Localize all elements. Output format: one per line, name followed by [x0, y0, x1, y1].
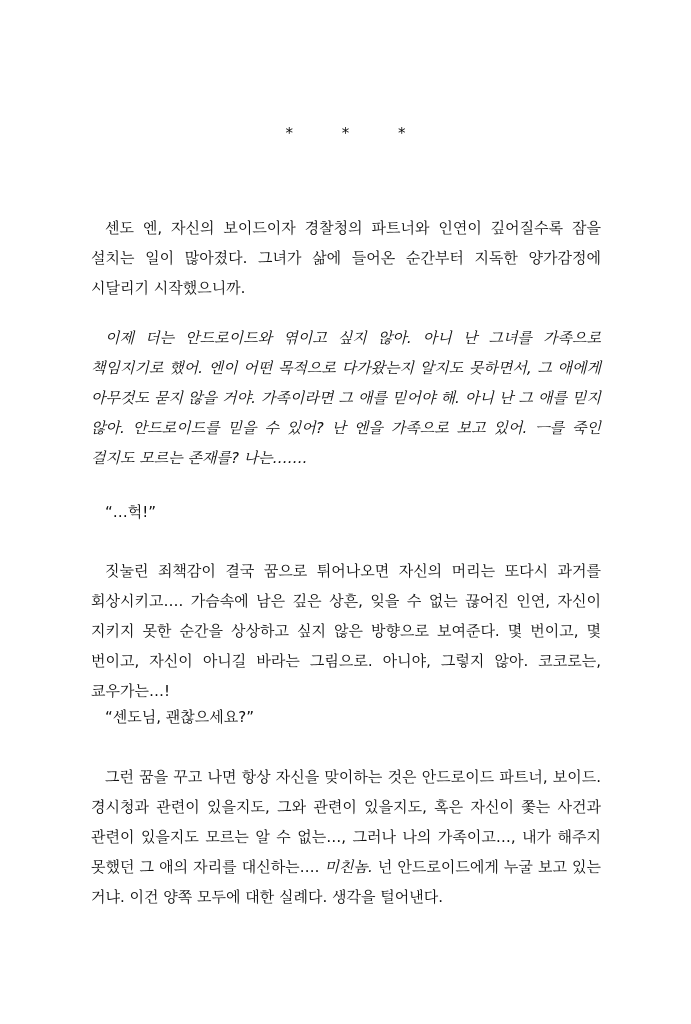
paragraph-6-italic-phrase: 미친놈. [324, 858, 373, 876]
paragraph-1: 센도 엔, 자신의 보이드이자 경찰청의 파트너와 인연이 깊어질수록 잠을 설치는 일이 많아졌다. 그녀가 삶에 들어온 순간부터 지독한 양가감정에 시달리기 시작했으니까. [91, 219, 601, 297]
paragraph-2-inner-monologue: 이제 더는 안드로이드와 엮이고 싶지 않아. 아니 난 그녀를 가족으로 책임지기로 했어. 엔이 어떤 목적으로 다가왔는지 알지도 못하면서, 그 애에게 아무것도 묻지 않을 거야. 가족이라면 그 애를 믿어야 해. 아니 난 그 애를 믿지 않아. 안드로이드를 믿을 수 있어? 난 엔을 가족으로 보고 있어. ㅡ를 죽인 걸지도 모르는 존재를? 나는……. [91, 329, 601, 467]
paragraph-6-part-1: 그런 꿈을 꾸고 나면 항상 자신을 맞이하는 것은 안드로이드 파트너, 보이드. 경시청과 관련이 있을지도, 그와 관련이 있을지도, 혹은 자신이 쫓는 사건과 관련이 있을지도 모르는 알 수 없는…, 그러나 나의 가족이고…, 내가 해주지 못했던 그 애의 자리를 대신하는…. [91, 768, 601, 876]
section-divider: * * * [285, 124, 428, 142]
paragraph-3-dialogue: “…헉!” [105, 503, 157, 521]
paragraph-6 [91, 762, 601, 912]
paragraph-5-dialogue: “센도님, 괜찮으세요?” [105, 708, 254, 726]
paragraph-4: 짓눌린 죄책감이 결국 꿈으로 튀어나오면 자신의 머리는 또다시 과거를 회상시키고…. 가슴속에 남은 깊은 상흔, 잊을 수 없는 끊어진 인연, 자신이 지키지 못한 순간을 상상하고 싶지 않은 방향으로 보여준다. 몇 번이고, 몇 번이고, 자신이 아니길 바라는 그림으로. 아니야, 그렇지 않아. 코코로는, 쿄우가는…! [91, 562, 601, 700]
paragraph-6-part-2: 넌 안드로이드에게 누굴 보고 있는 거냐. 이건 양쪽 모두에 대한 실례다. 생각을 털어낸다. [91, 858, 601, 906]
